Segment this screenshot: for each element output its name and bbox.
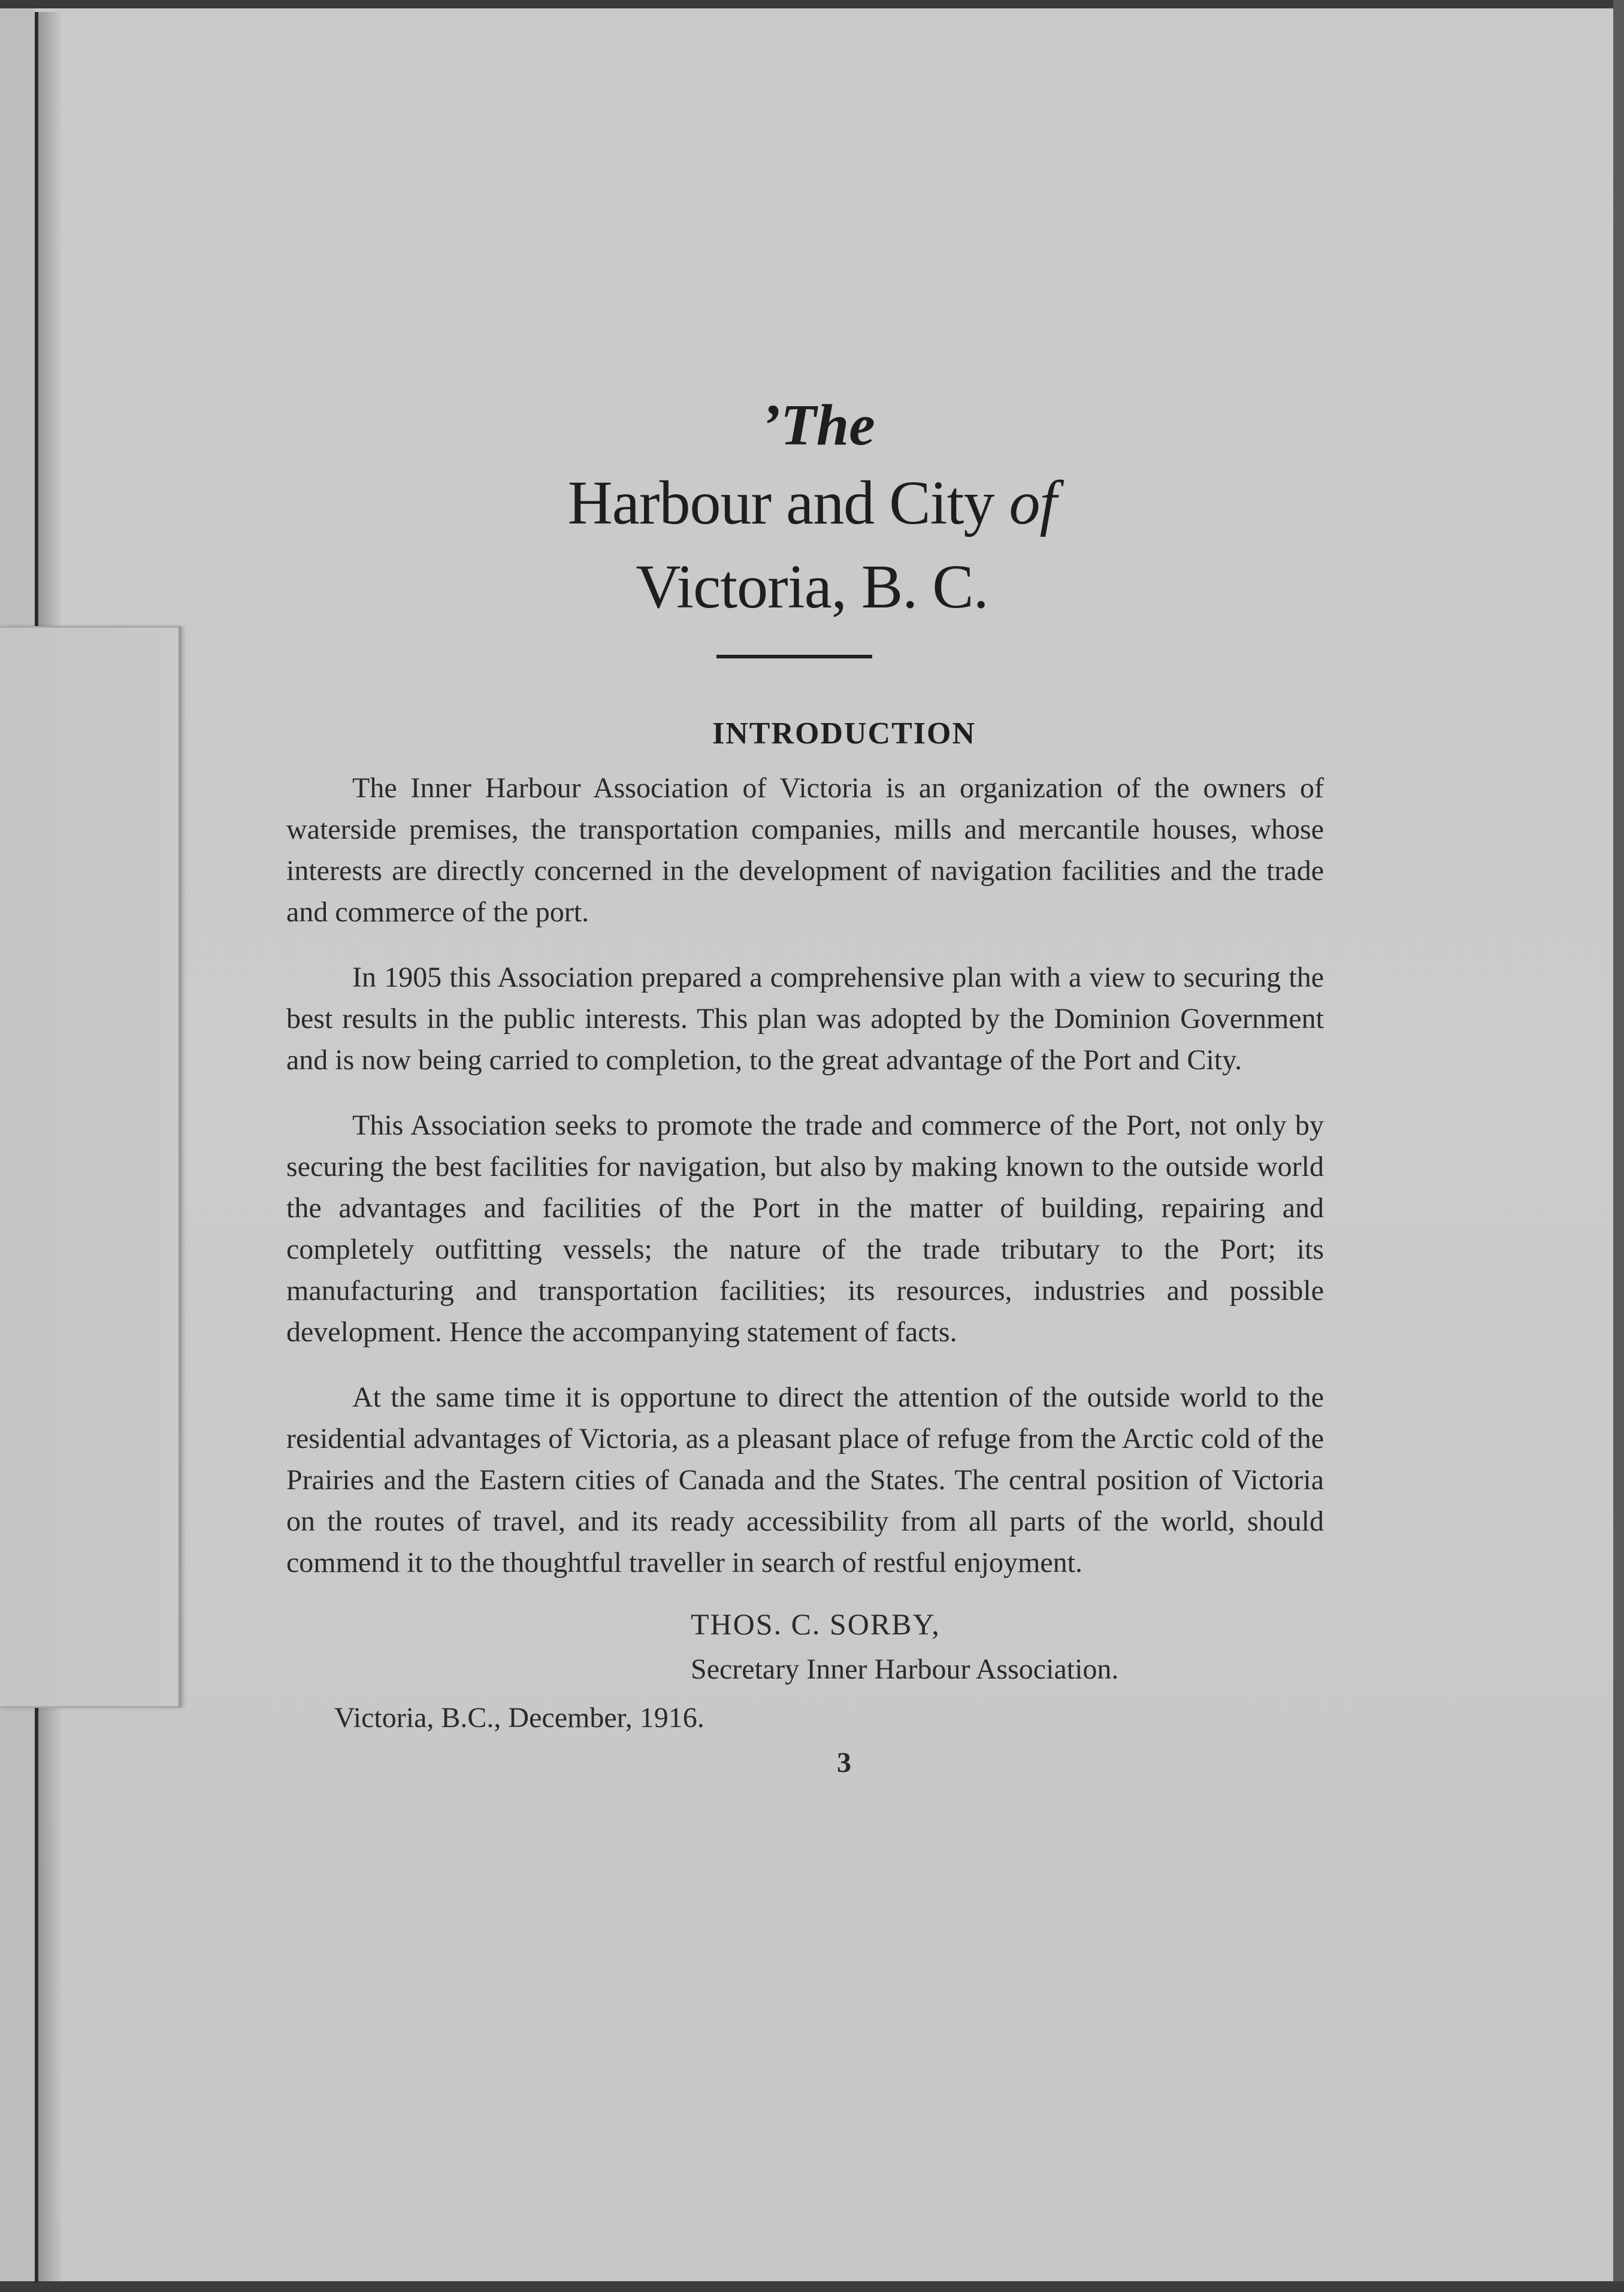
page-number: 3	[837, 1747, 851, 1779]
body-text	[286, 713, 1324, 1783]
paragraph-4: At the same time it is opportune to direct the attention of the outside world to the residential advantages of Victoria, as a pleasant place of refuge from the Arctic cold of the Prairies and the Eastern cities of Canada and the States. The central position of Victoria on the routes of travel, and its ready accessibility from all parts of the world, should commend it to the thoughtful traveller in search of restful enjoyment.	[286, 1381, 1324, 1579]
paragraph-3: This Association seeks to promote the trade and commerce of the Port, not only by securing the best facilities for navigation, but also by making known to the outside world the advantages and facilities of the Port in the matter of building, repairing and completely outfitting vessels; the nature of the trade tributary to the Port; its manufacturing and transportation facilities; its resources, industries and possible development. Hence the accompanying statement of facts.	[286, 1109, 1324, 1348]
paragraph-1: The Inner Harbour Association of Victoria is an organization of the owners of waterside premises, the transportation companies, mills and mercantile houses, whose interests are directly concerned in the development of navigation facilities and the trade and commerce of the port.	[286, 772, 1324, 928]
title-line-3: Victoria, B. C.	[636, 552, 988, 621]
title-line-2	[0, 461, 1624, 545]
dateline: Victoria, B.C., December, 1916.	[334, 1702, 704, 1734]
scan-border-bottom	[0, 2281, 1624, 2292]
title-the: ’The	[761, 393, 875, 458]
title-block	[0, 389, 1624, 629]
signature-block	[691, 1601, 1324, 1692]
paragraph-2: In 1905 this Association prepared a comprehensive plan with a view to securing the best results in the public interests. This plan was adopted by the Dominion Government and is now being carried to completion, to the great advantage of the Port and City.	[286, 961, 1324, 1076]
title-main: Harbour and City	[567, 468, 1009, 537]
signatory-name: THOS. C. SORBY,	[691, 1607, 940, 1641]
paper-slip	[0, 626, 182, 1708]
section-heading: INTRODUCTION	[712, 716, 976, 751]
title-of: of	[1009, 468, 1057, 537]
scan-border-right	[1613, 0, 1624, 2292]
signatory-title: Secretary Inner Harbour Association.	[691, 1653, 1119, 1685]
title-divider	[716, 655, 872, 658]
scan-border-top	[0, 0, 1624, 8]
